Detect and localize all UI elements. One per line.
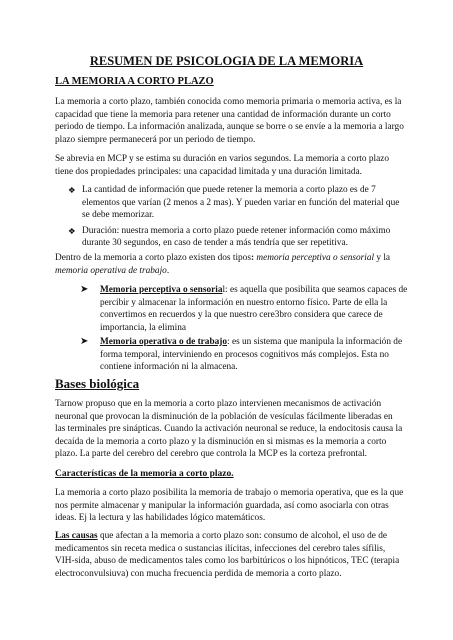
section-heading-short-term-memory: LA MEMORIA A CORTO PLAZO [55,76,214,87]
diamond-bullet-icon: ❖ [68,185,76,195]
list-item [80,284,410,334]
properties-list [68,184,408,253]
paragraph-causes [55,530,405,580]
list-item [68,225,408,250]
section-heading-biological-bases: Bases biológica [55,376,140,391]
document-title: RESUMEN DE PSICOLOGIA DE LA MEMORIA [89,54,364,68]
diamond-bullet-icon: ❖ [68,225,76,236]
causes-label: Las causas [55,531,98,541]
arrow-bullet-icon: ➤ [80,336,89,347]
list-item [80,336,410,374]
type-name-sensorial: memoria perceptiva o sensorial [256,253,375,263]
paragraph-working-memory: La memoria a corto plazo posibilita la memoria de trabajo o memoria operativa, que es la que nos permite almacenar y manipular la información guardada, así como asociarla con otras ideas. Ej la lectura y las habilidades lógico matemáticos. [55,488,404,523]
term-memoria-perceptiva: Memoria perceptiva o sensoria [100,285,223,295]
type-name-operativa: memoria operativa de trabajo [55,265,167,276]
paragraph-abbreviation: Se abrevia en MCP y se estima su duración en varios segundos. La memoria a corto plazo tiene dos propiedades principales: una capacidad limitada y una duración limitada. [55,154,389,177]
list-item-text: La cantidad de información que puede retener la memoria a corto plazo es de 7 elementos que varían (2 menos a 2 mas). Y pueden variar en función del material que se debe memorizar. [82,185,400,220]
paragraph-tarnow: Tarnow propuso que en la memoria a corto plazo intervienen mecanismos de activación neuronal que provocan la disminución de la población de vesículas fácilmente liberadas en las terminales pre sinápticas. Cuando la activación neuronal se reduce, la endocitosis causa la decaída de la memoria a corto plazo y la disminución en si mismas es la memoria a corto plazo. La parte del cerebro del cerebro que controla la MCP es la corteza prefrontal. [55,399,403,459]
causes-text: que afectan a la memoria a corto plazo son: consumo de alcohol, el uso de de medicamentos sin receta medica o sustancias ilícitas, infecciones del cerebro tales sífilis, VIH-sida, abuso de medicamentos tales como los barbitúricos o los hipnóticos, TEC (terapia electroconvulsiuva) con mucha frecuencia perdida de memoria a corto plazo. [55,531,400,579]
term-memoria-operativa: Memoria operativa o de trabajo [100,337,228,347]
term-description: l: es aquella que posibilita que seamos capaces de percibir y almacenar la información en nuestro entorno físico. Parte de ella la convertimos en recuerdos y la que nuestro cere3bro considera que carece de importancia, la elimina [100,285,408,333]
list-item [68,184,408,222]
types-intro-text: Dentro de la memoria a corto plazo existen dos tipos [55,253,251,263]
paragraph-types-intro [55,252,405,277]
memory-types-list [80,284,410,376]
paragraph-definition: La memoria a corto plazo, también conocida como memoria primaria o memoria activa, es la capacidad que tiene la memoria para retener una cantidad de información durante un corto periodo de tiempo. La información analizada, aunque se borre o se envíe a la memoria a largo plazo siempre permanecerá por un periodo de tiempo. [55,97,404,145]
section-heading-characteristics: Características de la memoria a corto plazo. [55,469,234,479]
types-colon: : [250,253,255,263]
types-connector: y la [374,253,391,263]
arrow-bullet-icon: ➤ [80,284,89,295]
list-item-text: Duración: nuestra memoria a corto plazo puede retener información como máximo durante 30 segundos, en caso de tender a más tendría que ser repetitiva. [82,225,391,248]
term-description: : es un sistema que manipula la información de forma temporal, interviniendo en procesos cognitivos más complejos. Esta no contiene información ni la almacena. [100,337,403,372]
types-end: . [166,265,170,276]
